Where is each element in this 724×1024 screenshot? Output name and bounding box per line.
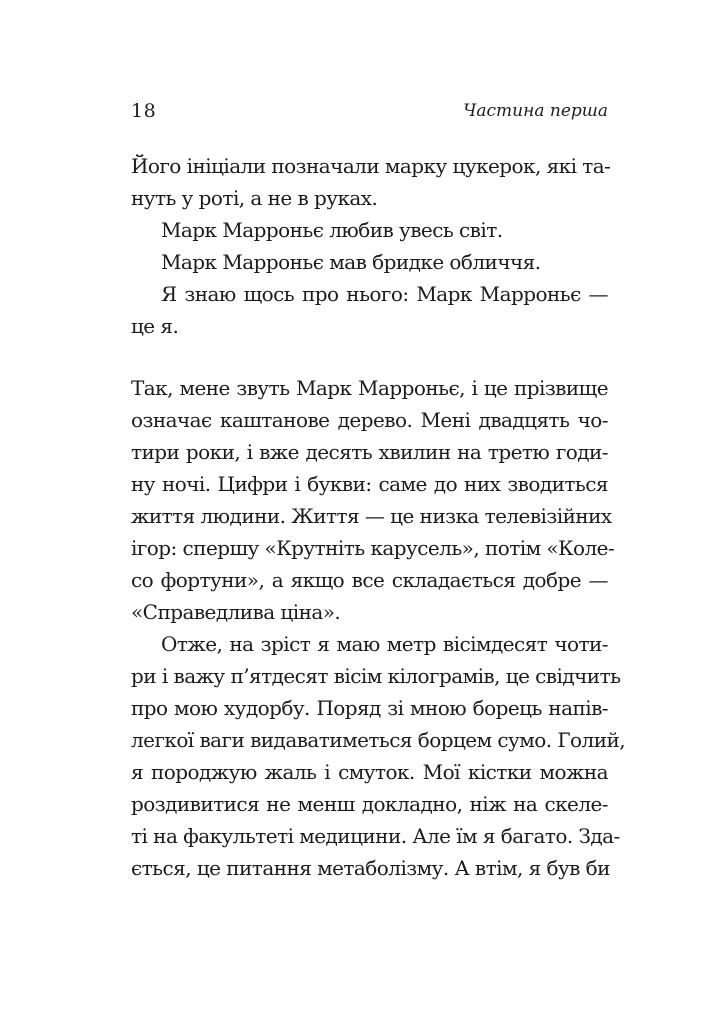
text-line: Отже, на зріст я маю метр вісімдесят чоти- bbox=[161, 632, 608, 656]
text-line: життя людини. Життя — це низка телевізійних bbox=[131, 504, 612, 528]
section-title: Частина перша bbox=[463, 101, 608, 121]
text-line: Його ініціали позначали марку цукерок, які та- bbox=[131, 154, 611, 178]
text-line: ється, це питання метаболізму. А втім, я був би bbox=[131, 856, 610, 880]
text-line: легкої ваги видаватиметься борцем сумо. Голий, bbox=[131, 728, 626, 752]
text-line: Я знаю щось про нього: Марк Марроньє — bbox=[161, 282, 608, 306]
text-line: ну ночі. Цифри і букви: саме до них зводиться bbox=[131, 472, 608, 496]
running-header bbox=[131, 100, 608, 130]
text-line: Марк Марроньє мав бридке обличчя. bbox=[161, 250, 541, 274]
text-line: ігор: спершу «Крутніть карусель», потім «Коле- bbox=[131, 536, 615, 560]
text-line: роздивитися не менш докладно, ніж на скеле- bbox=[131, 792, 608, 816]
page-number: 18 bbox=[131, 100, 157, 122]
text-line: тири роки, і вже десять хвилин на третю годи- bbox=[131, 440, 608, 464]
text-line: я породжую жаль і смуток. Мої кістки можна bbox=[131, 760, 608, 784]
text-line: «Справедлива ціна». bbox=[131, 600, 341, 624]
text-line: нуть у роті, а не в руках. bbox=[131, 186, 378, 210]
text-line: ті на факультеті медицини. Але їм я багато. Зда- bbox=[131, 824, 620, 848]
text-line: Так, мене звуть Марк Марроньє, і це прізвище bbox=[131, 376, 608, 400]
text-line: со фортуни», а якщо все складається добре — bbox=[131, 568, 608, 592]
text-line: Марк Марроньє любив увесь світ. bbox=[161, 218, 503, 242]
text-line: ри і важу п’ятдесят вісім кілограмів, це свідчить bbox=[131, 664, 621, 688]
text-line: означає каштанове дерево. Мені двадцять чо- bbox=[131, 408, 608, 432]
text-line: про мою худорбу. Поряд зі мною борець напів- bbox=[131, 696, 608, 720]
text-line: це я. bbox=[131, 314, 179, 338]
